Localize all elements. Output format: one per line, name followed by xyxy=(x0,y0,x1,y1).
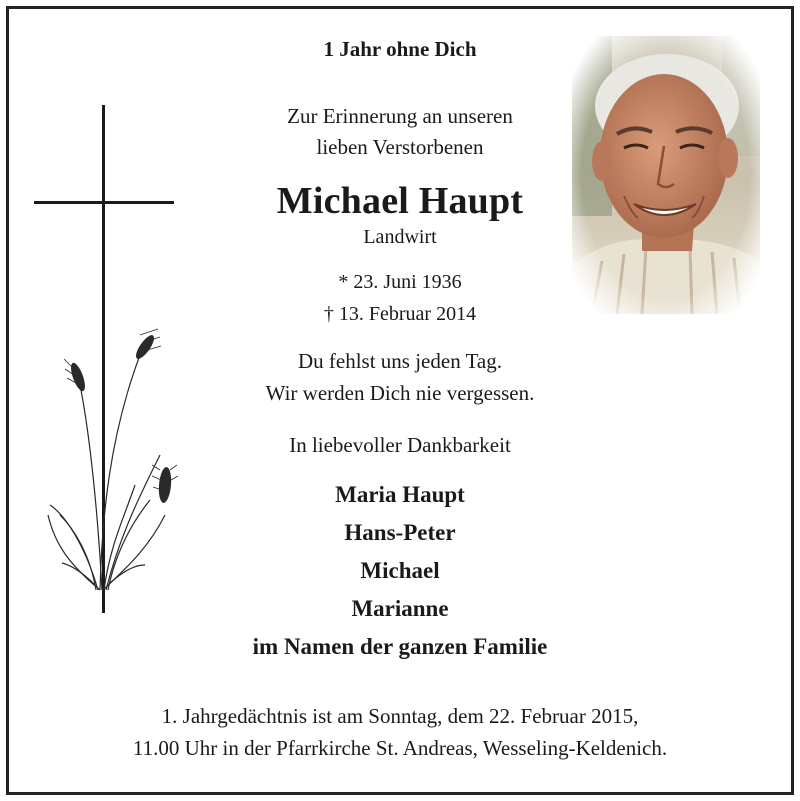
mourner-name: Michael xyxy=(360,558,440,583)
mourner-name: Maria Haupt xyxy=(335,482,465,507)
deceased-name: Michael Haupt xyxy=(276,180,524,222)
message-line: Du fehlst uns jeden Tag. xyxy=(297,349,503,373)
birth-date: * 23. Juni 1936 xyxy=(338,271,462,293)
death-date: † 13. Februar 2014 xyxy=(323,303,477,325)
memorial-notice xyxy=(0,700,800,764)
intro-line: lieben Verstorbenen xyxy=(316,135,484,159)
thanks-line: In liebevoller Dankbarkeit xyxy=(289,433,511,457)
heading: 1 Jahr ohne Dich xyxy=(323,37,477,61)
mourner-name: Marianne xyxy=(351,596,449,621)
mourner-name: Hans-Peter xyxy=(344,520,456,545)
family-line: im Namen der ganzen Familie xyxy=(252,634,548,659)
notice-line: 11.00 Uhr in der Pfarrkirche St. Andreas, Wesseling-Keldenich. xyxy=(132,736,668,760)
message-line: Wir werden Dich nie vergessen. xyxy=(265,381,535,405)
intro-line: Zur Erinnerung an unseren xyxy=(287,104,513,128)
wheat-icon xyxy=(40,315,190,595)
notice-line: 1. Jahrgedächtnis ist am Sonntag, dem 22. Februar 2015, xyxy=(161,704,639,728)
portrait-photo xyxy=(572,36,760,314)
deceased-occupation: Landwirt xyxy=(363,226,437,248)
